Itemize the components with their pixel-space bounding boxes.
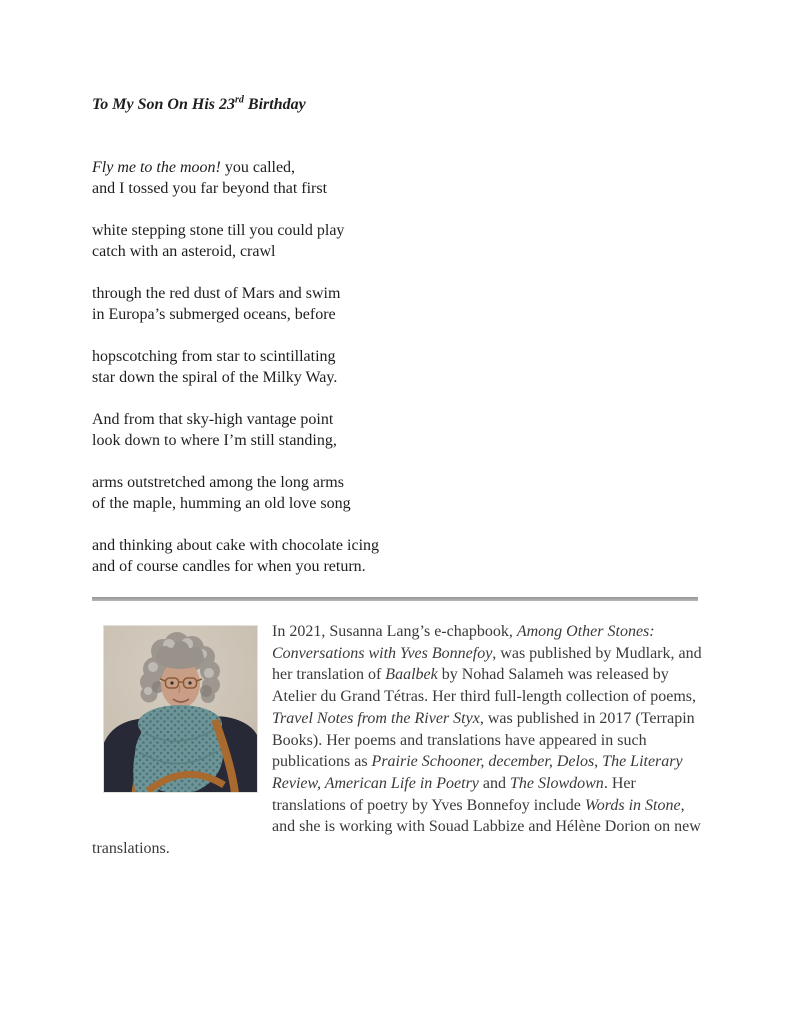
text-segment: , was published in 2017 (Terrapin Books). Her poems and translations have appeared in such publications as — [272, 709, 695, 771]
text-segment: star down the spiral of the Milky Way. — [92, 369, 338, 386]
text-segment: arms outstretched among the long arms — [92, 474, 344, 491]
text-segment: And from that sky-high vantage point — [92, 411, 334, 428]
text-segment: Travel Notes from the River Styx — [272, 709, 480, 727]
author-portrait-illustration — [103, 625, 258, 793]
poem-line — [92, 409, 705, 430]
text-segment: In 2021, Susanna Lang’s e-chapbook, — [272, 623, 517, 640]
poem-title — [92, 94, 705, 115]
text-segment: Birthday — [243, 96, 306, 113]
right-eye — [188, 681, 191, 684]
text-segment: and I tossed you far beyond that first — [92, 180, 328, 197]
poem-line — [92, 241, 705, 262]
text-segment: rd — [235, 94, 244, 106]
text-segment: and — [478, 774, 511, 792]
text-segment: Fly me to the moon! — [92, 159, 221, 176]
text-segment: through the red dust of Mars and swim — [92, 285, 341, 302]
text-segment: white stepping stone till you could play — [92, 222, 345, 239]
text-segment: Prairie Schooner, december, Delos, The Literary Review, American Life in Poetry — [272, 753, 683, 792]
author-photo — [103, 625, 258, 793]
poem-stanza — [92, 283, 705, 325]
poem-line — [92, 304, 705, 325]
poem-line — [92, 220, 705, 241]
text-segment: To My Son On His 23 — [92, 96, 235, 113]
text-segment: in Europa’s submerged oceans, before — [92, 306, 336, 323]
poem-line — [92, 472, 705, 493]
left-eye — [170, 681, 173, 684]
poem-line — [92, 346, 705, 367]
text-segment: Baalbek — [385, 666, 438, 684]
section-divider — [92, 597, 698, 601]
poem-stanza — [92, 220, 705, 262]
poem-stanza — [92, 535, 705, 577]
poem-stanza — [92, 346, 705, 388]
poem-stanza — [92, 472, 705, 514]
poem-line — [92, 367, 705, 388]
poem-line — [92, 430, 705, 451]
poem-line — [92, 283, 705, 304]
text-segment: . Her translations of poetry by Yves Bonnefoy include — [272, 774, 636, 814]
text-segment: look down to where I’m still standing, — [92, 432, 337, 449]
poem-body — [92, 157, 705, 577]
text-segment: and of course candles for when you return. — [92, 558, 366, 575]
text-segment: and thinking about cake with chocolate icing — [92, 537, 380, 554]
text-segment: Words in Stone — [584, 796, 681, 814]
text-segment: you called, — [220, 159, 296, 176]
text-segment: The Slowdown — [510, 774, 604, 792]
poem-line — [92, 556, 705, 577]
poem-line — [92, 493, 705, 514]
poem-stanza — [92, 157, 705, 199]
poem-stanza — [92, 409, 705, 451]
text-segment: , was published by Mudlark, and her translation of — [272, 644, 702, 684]
poem-line — [92, 178, 705, 199]
text-segment: , and she is working with Souad Labbize and Hélène Dorion on new translations. — [92, 796, 701, 858]
poem-line — [92, 157, 705, 178]
poem-line — [92, 535, 705, 556]
author-bio — [92, 621, 705, 860]
text-segment: Among Other Stones: Conversations with Yves Bonnefoy — [272, 623, 655, 662]
text-segment: by Nohad Salameh was released by Atelier du Grand Tétras. Her third full-length collection of poems, — [272, 666, 697, 706]
text-segment: catch with an asteroid, crawl — [92, 243, 276, 260]
text-segment: of the maple, humming an old love song — [92, 495, 351, 512]
text-segment: hopscotching from star to scintillating — [92, 348, 336, 365]
